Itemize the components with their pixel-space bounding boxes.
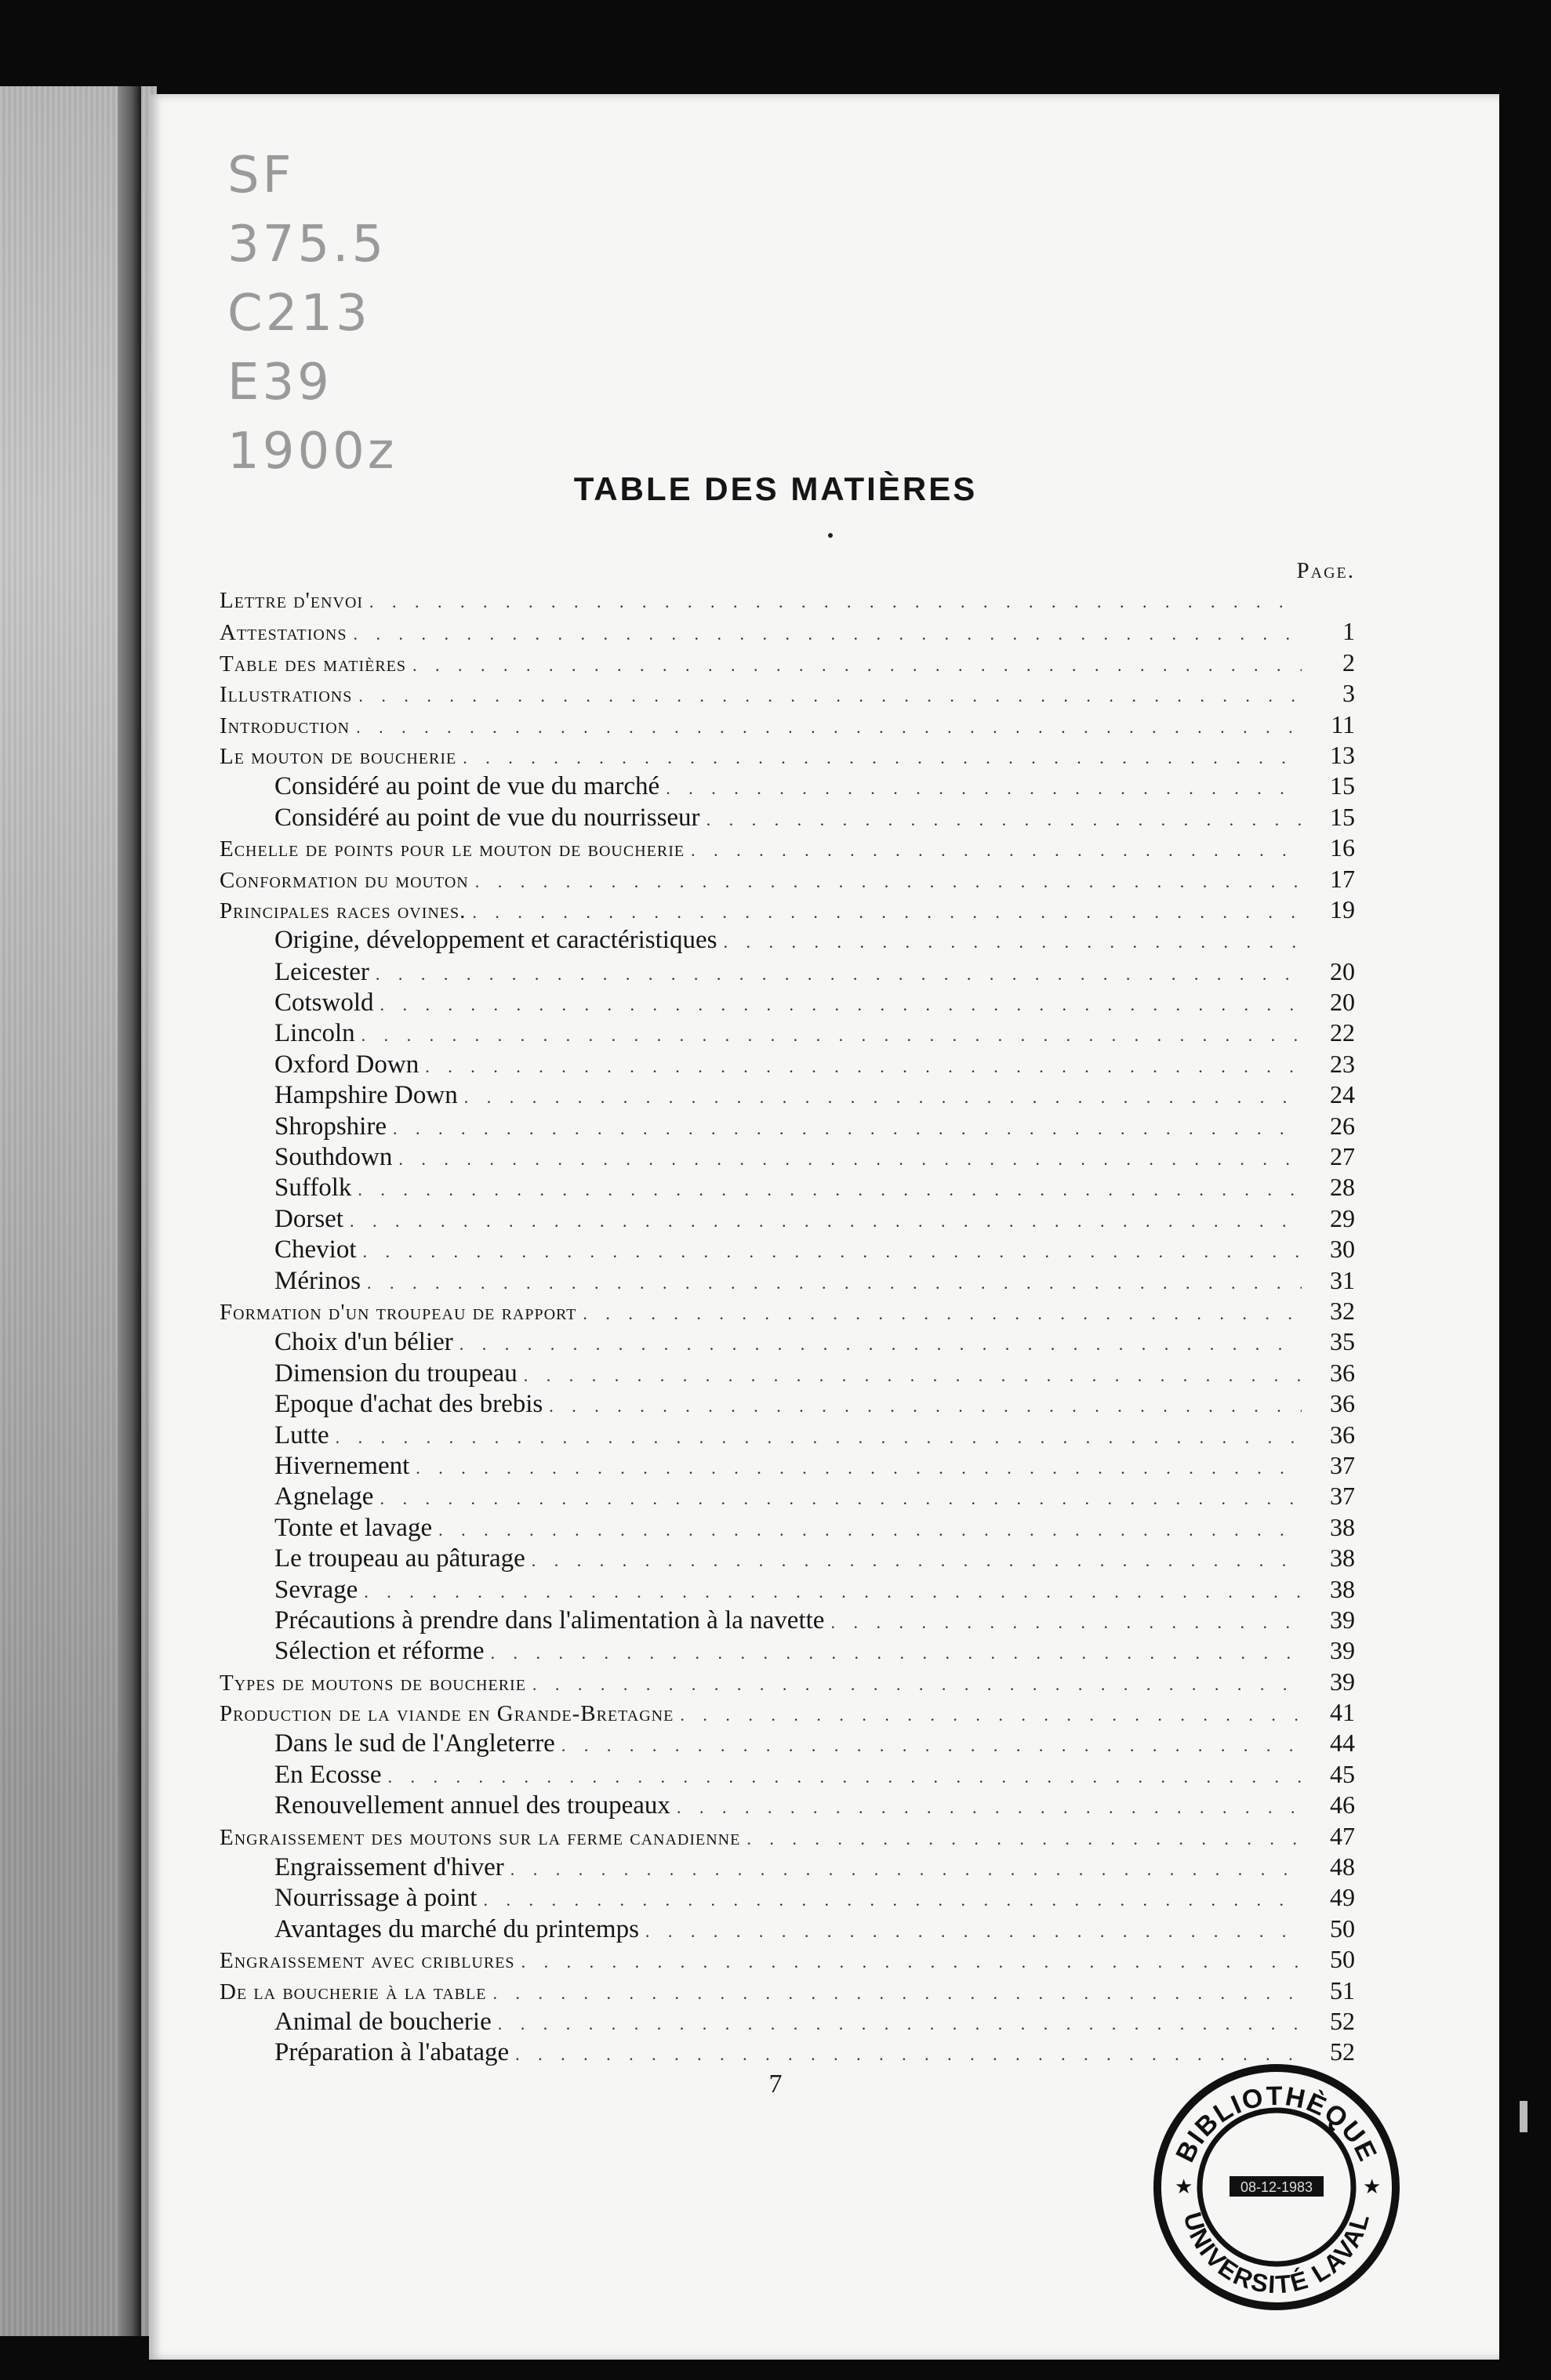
toc-entry-page: 13 [1330,740,1355,769]
toc-entry-label: Dimension du troupeau [274,1359,518,1388]
toc-dot-leader [532,1545,1302,1576]
toc-dot-leader [532,1669,1302,1700]
toc-entry-label: En Ecosse [274,1760,382,1789]
toc-entry-page: 44 [1330,1729,1355,1758]
toc-entry-page: 41 [1330,1698,1355,1727]
toc-entry-label: Illustrations [220,682,353,708]
toc-entry-label: Considéré au point de vue du nourrisseur [274,803,700,832]
stamp-top-text: BIBLIOTHÈQUE [1170,2081,1383,2168]
toc-entry-label: Introduction [220,713,351,738]
toc-entry-label: Epoque d'achat des brebis [274,1390,543,1419]
toc-entry [220,802,1355,833]
toc-entry-label: Sélection et réforme [274,1637,485,1666]
toc-entry-label: Sevrage [274,1575,358,1604]
toc-entry-label: Renouvellement annuel des troupeaux [274,1791,670,1820]
toc-entry-page: 39 [1330,1605,1355,1634]
toc-entry-label: Cotswold [274,989,374,1018]
toc-entry-page: 49 [1330,1883,1355,1912]
toc-entry [220,678,1355,709]
toc-dot-leader [353,619,1302,649]
toc-entry [220,1635,1355,1666]
toc-entry-page: 39 [1330,1636,1355,1665]
toc-dot-leader [680,1700,1302,1730]
toc-entry-label: Lincoln [274,1019,355,1048]
toc-entry-page: 36 [1330,1420,1355,1449]
toc-entry-page: 38 [1330,1544,1355,1573]
toc-entry-label: Conformation du mouton [220,867,469,893]
toc-entry [220,894,1355,925]
toc-dot-leader [583,1298,1302,1329]
toc-entry [220,1172,1355,1203]
toc-entry-page: 37 [1330,1450,1355,1479]
toc-dot-leader [358,1174,1302,1205]
toc-entry-page: 20 [1330,988,1355,1017]
toc-entry-label: Préparation à l'abatage [274,2038,510,2067]
toc-entry [220,1388,1355,1419]
toc-entry [220,1141,1355,1172]
toc-entry-page: 26 [1330,1111,1355,1140]
toc-entry [220,1450,1355,1481]
toc-entry [220,1543,1355,1573]
toc-entry-label: Avantages du marché du printemps [274,1914,639,1943]
toc-dot-leader [561,1730,1302,1761]
toc-dot-leader [336,1422,1302,1453]
toc-entry-label: Formation d'un troupeau de rapport [220,1299,577,1325]
toc-dot-leader [438,1515,1302,1545]
toc-entry-page: 31 [1330,1265,1355,1294]
toc-entry-label: Types de moutons de boucherie [220,1670,526,1696]
toc-dot-leader [425,1051,1302,1082]
toc-dot-leader [498,2008,1302,2039]
toc-entry-page: 3 [1342,679,1355,708]
toc-entry [220,1203,1355,1234]
toc-dot-leader [416,1453,1302,1483]
stamp-bottom-text: UNIVERSITÉ LAVAL [1178,2209,1375,2299]
toc-entry-label: Engraissement des moutons sur la ferme canadienne [220,1824,741,1850]
toc-entry [220,1358,1355,1388]
toc-entry-label: Oxford Down [274,1050,420,1079]
toc-entry-label: Dans le sud de l'Angleterre [274,1729,555,1758]
toc-entry [220,771,1355,801]
toc-dot-leader [459,1329,1302,1359]
toc-entry [220,740,1355,771]
page-title: TABLE DES MATIÈRES [573,470,978,507]
toc-entry [220,1018,1355,1048]
toc-dot-leader [350,1206,1302,1236]
toc-dot-leader [472,897,1302,927]
toc-entry-label: Précautions à prendre dans l'alimentation à la navette [274,1605,825,1634]
stamp-star-icon: ★ [1363,2175,1382,2199]
scan-edge-mark [1520,2101,1527,2132]
toc-entry-page: 1 [1342,617,1355,646]
toc-entry [220,1667,1355,1697]
toc-entry [220,616,1355,647]
toc-dot-leader [380,1483,1302,1514]
toc-dot-leader [364,1576,1302,1607]
toc-entry [220,648,1355,678]
toc-entry-label: Principales races ovines. [220,898,467,923]
toc-dot-leader [376,959,1302,989]
toc-dot-leader [645,1916,1302,1946]
toc-entry [220,586,1355,616]
toc-dot-leader [356,712,1302,742]
toc-entry-page: 32 [1330,1296,1355,1325]
toc-entry [220,1296,1355,1326]
table-of-contents [220,586,1355,2068]
toc-entry [220,1697,1355,1728]
toc-entry-page: 29 [1330,1203,1355,1232]
toc-dot-leader [367,1268,1302,1298]
toc-dot-leader [358,680,1302,711]
toc-dot-leader [830,1607,1302,1638]
stamp-star-icon: ★ [1175,2175,1193,2199]
toc-entry-label: Leicester [274,957,369,986]
toc-entry-page: 51 [1330,1975,1355,2004]
shelfmark-line: E39 [227,354,332,412]
toc-entry-page: 19 [1330,894,1355,923]
toc-dot-leader [524,1360,1302,1391]
page-column-header: Page. [1296,558,1355,583]
shelfmark-pencil-notes [227,141,463,486]
toc-dot-leader [666,773,1302,804]
toc-entry-label: De la boucherie à la table [220,1979,487,2004]
toc-entry-page: 2 [1342,648,1355,677]
toc-entry [220,1944,1355,1975]
toc-entry [220,1574,1355,1605]
toc-dot-leader [463,742,1302,773]
toc-entry-page: 38 [1330,1512,1355,1541]
toc-entry-label: Cheviot [274,1235,357,1264]
toc-dot-leader [491,1638,1302,1668]
toc-dot-leader [492,1978,1302,2008]
toc-entry-label: Production de la viande en Grande-Bretagne [220,1701,674,1727]
toc-entry-label: Choix d'un bélier [274,1328,453,1357]
toc-entry-label: Le mouton de boucherie [220,743,457,769]
toc-entry-label: Mérinos [274,1266,361,1295]
toc-entry-label: Le troupeau au pâturage [274,1544,525,1573]
toc-entry-page: 36 [1330,1358,1355,1387]
toc-entry-label: Animal de boucherie [274,2007,492,2036]
toc-entry [220,987,1355,1018]
toc-entry-page: 17 [1330,864,1355,893]
library-stamp [1151,2062,1402,2313]
stamp-date: 08-12-1983 [1240,2179,1313,2195]
shelfmark-line: C213 [227,285,371,343]
toc-entry-page: 30 [1330,1235,1355,1264]
toc-dot-leader [549,1391,1302,1421]
toc-entry [220,1975,1355,2006]
toc-entry-label: Shropshire [274,1112,387,1141]
toc-entry-label: Hampshire Down [274,1081,458,1110]
toc-dot-leader [723,927,1302,957]
toc-entry [220,1234,1355,1264]
toc-entry [220,1265,1355,1296]
toc-dot-leader [393,1113,1302,1144]
toc-entry [220,1079,1355,1110]
toc-entry-page: 27 [1330,1142,1355,1171]
toc-dot-leader [746,1823,1302,1854]
toc-entry-page: 22 [1330,1018,1355,1047]
toc-entry-page: 46 [1330,1790,1355,1819]
toc-entry-label: Tonte et lavage [274,1513,433,1542]
toc-entry [220,956,1355,987]
toc-entry-label: Hivernement [274,1451,410,1480]
toc-entry [220,1512,1355,1543]
toc-entry-page: 20 [1330,956,1355,985]
toc-dot-leader [412,650,1302,680]
title-ornament-dot [828,533,833,538]
toc-dot-leader [521,1946,1302,1977]
toc-entry-page: 37 [1330,1482,1355,1511]
toc-entry-page: 15 [1330,802,1355,831]
toc-entry-label: Nourrissage à point [274,1884,478,1913]
toc-entry [220,864,1355,894]
toc-entry-label: Dorset [274,1204,343,1233]
toc-entry-label: Considéré au point de vue du marché [274,772,660,801]
toc-entry [220,709,1355,740]
toc-entry-label: Engraissement avec criblures [220,1948,515,1974]
toc-entry-page: 45 [1330,1759,1355,1788]
toc-entry-page: 15 [1330,771,1355,800]
toc-entry [220,1759,1355,1790]
toc-dot-leader [691,835,1302,865]
toc-entry-page: 52 [1330,2037,1355,2066]
toc-dot-leader [706,804,1302,835]
toc-entry [220,1821,1355,1852]
toc-entry-page: 28 [1330,1173,1355,1202]
toc-entry-label: Agnelage [274,1482,374,1511]
toc-entry-page: 36 [1330,1389,1355,1418]
toc-entry-page: 48 [1330,1852,1355,1881]
shelfmark-line: SF [227,147,295,205]
toc-entry-page: 16 [1330,833,1355,862]
toc-entry [220,1728,1355,1758]
toc-entry-page: 24 [1330,1080,1355,1109]
toc-dot-leader [398,1144,1302,1174]
toc-entry-page: 23 [1330,1049,1355,1078]
toc-entry-page: 52 [1330,2006,1355,2035]
toc-dot-leader [510,1854,1302,1885]
toc-entry [220,925,1355,956]
toc-entry-label: Echelle de points pour le mouton de boucherie [220,836,685,862]
toc-dot-leader [483,1885,1302,1915]
toc-entry-label: Lettre d'envoi [220,588,364,613]
toc-dot-leader [677,1792,1302,1823]
toc-dot-leader [363,1236,1302,1267]
toc-entry-page: 50 [1330,1914,1355,1943]
toc-entry [220,1326,1355,1357]
toc-entry-label: Engraissement d'hiver [274,1853,504,1882]
shelfmark-line: 1900z [227,423,398,481]
toc-entry-page: 47 [1330,1821,1355,1850]
shelfmark-line: 375.5 [227,216,387,274]
toc-entry-page: 39 [1330,1667,1355,1696]
toc-dot-leader [464,1082,1302,1112]
toc-entry-label: Suffolk [274,1174,352,1203]
toc-dot-leader [361,1020,1302,1050]
toc-entry [220,2006,1355,2037]
toc-entry-label: Southdown [274,1143,393,1172]
toc-entry [220,1049,1355,1079]
toc-entry [220,1605,1355,1635]
toc-entry [220,1420,1355,1450]
toc-entry-label: Origine, développement et caractéristiques [274,926,717,955]
toc-entry [220,1882,1355,1913]
toc-dot-leader [475,866,1302,897]
toc-entry [220,833,1355,863]
page-number: 7 [768,2070,783,2099]
toc-dot-leader [380,989,1302,1020]
binding-shadow [118,86,141,2336]
toc-entry [220,1914,1355,1944]
toc-dot-leader [388,1761,1302,1792]
toc-entry-page: 38 [1330,1574,1355,1603]
toc-entry [220,1790,1355,1820]
toc-entry [220,1111,1355,1141]
toc-entry-page: 11 [1331,709,1355,738]
toc-entry-label: Attestations [220,620,347,646]
toc-entry [220,1852,1355,1882]
toc-entry [220,1481,1355,1511]
toc-entry-label: Lutte [274,1420,329,1449]
toc-entry-label: Table des matières [220,651,406,677]
toc-entry-page: 50 [1330,1945,1355,1974]
toc-entry-page: 35 [1330,1327,1355,1356]
toc-dot-leader [369,586,1302,617]
